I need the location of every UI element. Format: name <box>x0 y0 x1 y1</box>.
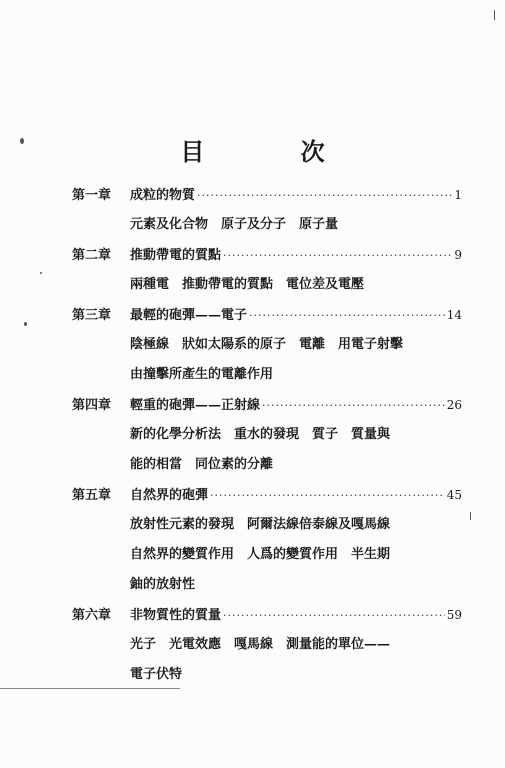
toc-chapter-1 <box>72 180 462 240</box>
scan-speck <box>470 512 471 520</box>
chapter-page-number: 45 <box>446 488 462 502</box>
scan-speck <box>494 10 495 20</box>
toc-chapter-row[interactable] <box>72 300 462 330</box>
table-of-contents <box>72 180 462 690</box>
scan-edge-line <box>0 688 180 689</box>
chapter-subtopics: 兩種電 推動帶電的質點 電位差及電壓 <box>130 277 365 292</box>
chapter-title: 最輕的砲彈——電子 <box>130 308 248 323</box>
chapter-label: 第六章 <box>72 608 112 623</box>
toc-chapter-5 <box>72 480 462 600</box>
chapter-subtopics: 自然界的變質作用 人爲的變質作用 半生期 <box>130 547 391 562</box>
chapter-subtopics: 放射性元素的發現 阿爾法線倍泰線及嘎馬線 <box>130 517 391 532</box>
dot-leader <box>249 301 445 331</box>
toc-chapter-row[interactable] <box>72 480 462 510</box>
toc-chapter-4 <box>72 390 462 480</box>
chapter-label: 第二章 <box>72 248 112 263</box>
dot-leader <box>262 391 445 421</box>
dot-leader <box>210 481 445 511</box>
chapter-label: 第四章 <box>72 398 112 413</box>
toc-chapter-6 <box>72 600 462 690</box>
chapter-page-number: 59 <box>446 608 462 622</box>
chapter-title: 成粒的物質 <box>130 188 196 203</box>
chapter-title: 非物質性的質量 <box>130 608 222 623</box>
page-title: 目 次 <box>180 137 369 166</box>
chapter-title: 推動帶電的質點 <box>130 248 222 263</box>
scan-speck <box>40 272 42 274</box>
dot-leader <box>223 601 445 631</box>
chapter-label: 第五章 <box>72 488 112 503</box>
chapter-subtopics: 新的化學分析法 重水的發現 質子 質量與 <box>130 427 391 442</box>
chapter-page-number: 9 <box>454 248 462 262</box>
scan-speck <box>24 322 27 326</box>
toc-chapter-row[interactable] <box>72 240 462 270</box>
chapter-subtopics: 由撞擊所產生的電離作用 <box>130 367 274 382</box>
dot-leader <box>223 241 452 271</box>
chapter-subtopics: 陰極線 狀如太陽系的原子 電離 用電子射擊 <box>130 337 404 352</box>
dot-leader <box>197 181 452 211</box>
chapter-subtopics: 鈾的放射性 <box>130 577 196 592</box>
toc-chapter-row[interactable] <box>72 390 462 420</box>
chapter-subtopics: 光子 光電效應 嘎馬線 測量能的單位—— <box>130 637 391 652</box>
chapter-subtopics: 能的相當 同位素的分離 <box>130 457 274 472</box>
chapter-subtopics: 元素及化合物 原子及分子 原子量 <box>130 217 339 232</box>
chapter-subtopics: 電子伏特 <box>130 667 183 682</box>
chapter-title: 輕重的砲彈——正射線 <box>130 398 261 413</box>
chapter-label: 第三章 <box>72 308 112 323</box>
chapter-label: 第一章 <box>72 188 112 203</box>
chapter-title: 自然界的砲彈 <box>130 488 209 503</box>
toc-chapter-2 <box>72 240 462 300</box>
chapter-page-number: 26 <box>446 398 462 412</box>
scan-speck <box>20 138 24 144</box>
chapter-page-number: 14 <box>446 308 462 322</box>
toc-chapter-3 <box>72 300 462 390</box>
chapter-page-number: 1 <box>454 188 462 202</box>
toc-chapter-row[interactable] <box>72 180 462 210</box>
toc-chapter-row[interactable] <box>72 600 462 630</box>
